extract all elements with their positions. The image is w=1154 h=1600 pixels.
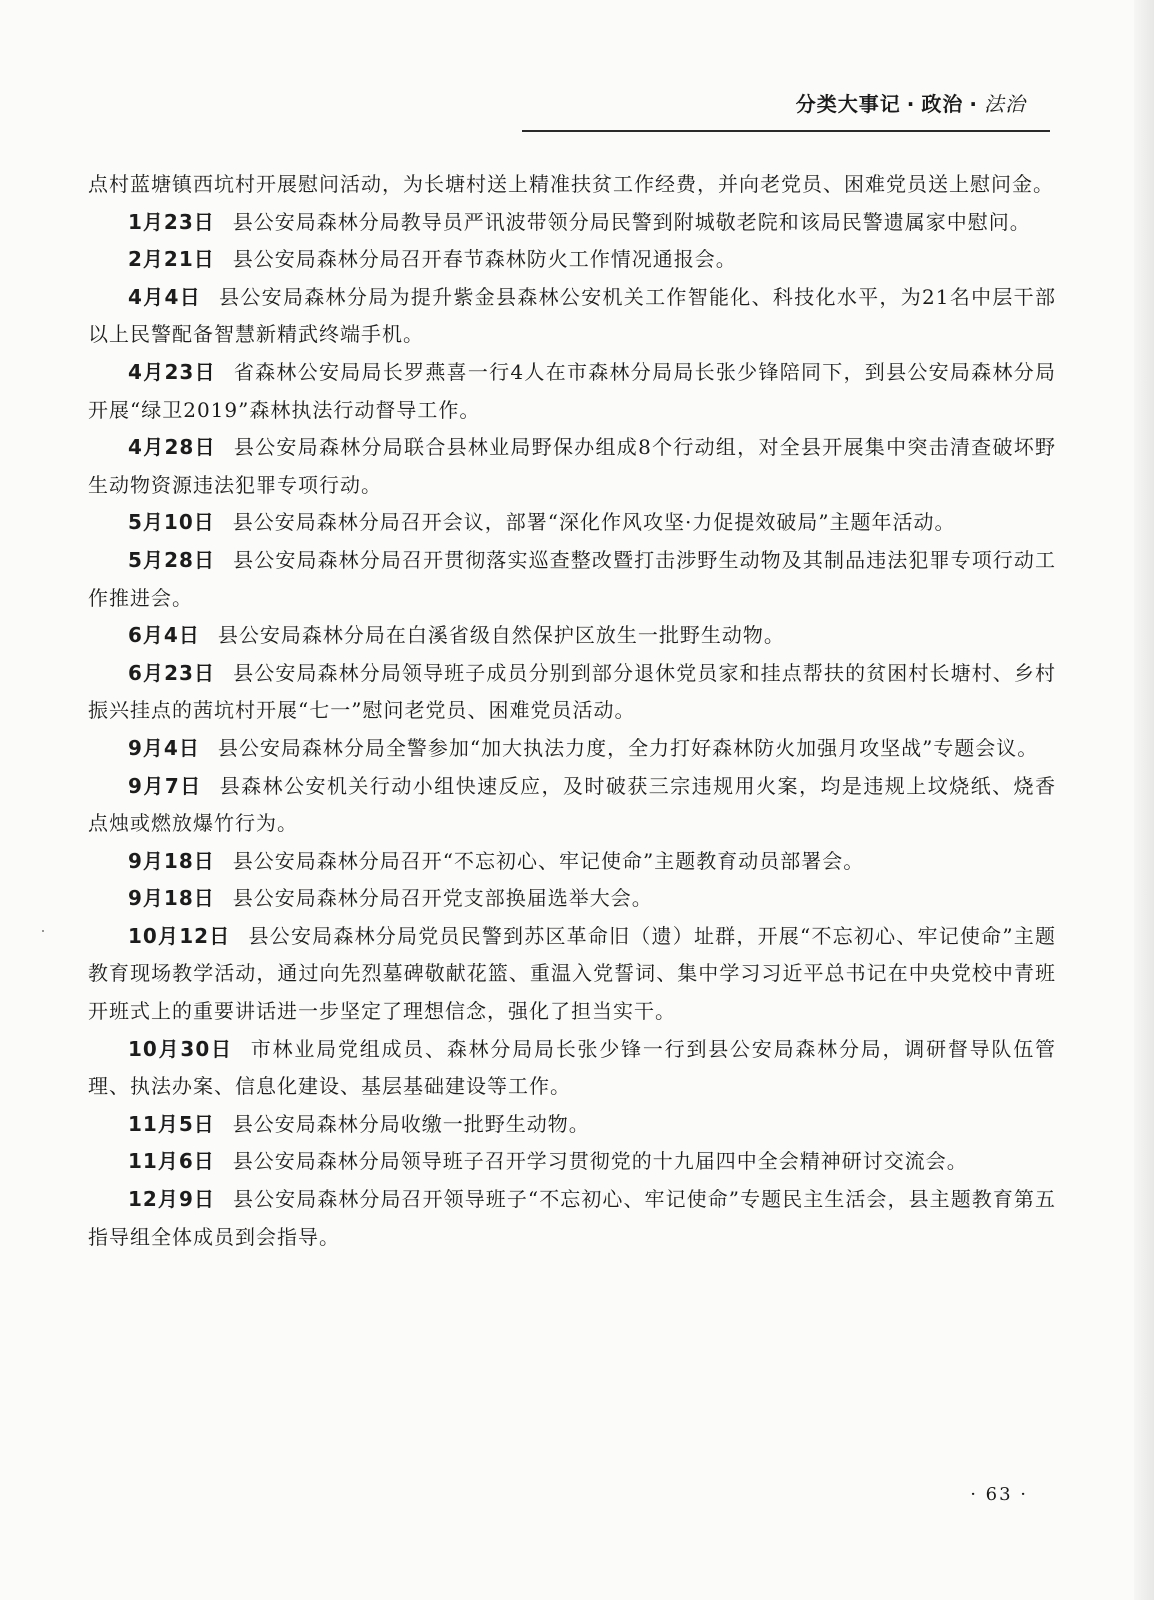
entry-date: 1月23日 [128,209,215,234]
chronicle-entry [88,768,1056,843]
entry-text: 县公安局森林分局召开贯彻落实巡查整改暨打击涉野生动物及其制品违法犯罪专项行动工作推进会。 [88,547,1057,610]
header-section-title: 分类大事记 [795,92,901,116]
chronicle-entry [88,354,1056,429]
header-separator: · [969,92,978,116]
chronicle-entry [88,429,1056,504]
page-edge-shadow [1134,0,1154,1600]
entry-text: 县公安局森林分局领导班子成员分别到部分退休党员家和挂点帮扶的贫困村长塘村、乡村振兴挂点的茜坑村开展“七一”慰问老党员、困难党员活动。 [88,660,1057,723]
entry-date: 9月18日 [128,848,215,873]
chronicle-entry [88,655,1056,730]
chronicle-entry [88,880,1056,918]
entry-date: 11月5日 [128,1111,215,1136]
entry-text: 点村蓝塘镇西坑村开展慰问活动，为长塘村送上精准扶贫工作经费，并向老党员、困难党员送上慰问金。 [88,172,1054,196]
entry-date: 4月4日 [128,284,202,309]
entry-text: 县公安局森林分局召开春节森林防火工作情况通报会。 [232,247,737,272]
entry-text: 县公安局森林分局教导员严讯波带领分局民警到附城敬老院和该局民警遗属家中慰问。 [232,209,1031,234]
entry-date: 9月18日 [128,886,215,911]
entry-date: 11月6日 [128,1149,215,1174]
entry-text: 县森林公安机关行动小组快速反应，及时破获三宗违规用火案，均是违规上坟烧纸、烧香点烛或燃放爆竹行为。 [88,773,1057,836]
chronicle-entry [88,504,1056,542]
entry-date: 5月28日 [128,547,216,572]
chronicle-body [88,166,1056,1256]
entry-date: 4月28日 [128,435,216,460]
entry-text: 省森林公安局局长罗燕喜一行4人在市森林分局局长张少锋陪同下，到县公安局森林分局开展“绿卫2019”森林执法行动督导工作。 [88,359,1057,422]
entry-text: 县公安局森林分局召开会议，部署“深化作风攻坚·力促提效破局”主题年活动。 [232,510,956,535]
chronicle-entry [88,1143,1056,1181]
chronicle-entry [88,241,1056,279]
entry-text: 县公安局森林分局召开党支部换届选举大会。 [232,886,653,911]
entry-text: 市林业局党组成员、森林分局局长张少锋一行到县公安局森林分局，调研督导队伍管理、执法办案、信息化建设、基层基础建设等工作。 [88,1036,1056,1099]
entry-date: 2月21日 [128,247,215,272]
entry-text: 县公安局森林分局为提升紫金县森林公安机关工作智能化、科技化水平，为21名中层干部以上民警配备智慧新精武终端手机。 [88,284,1056,347]
entry-date: 10月12日 [128,923,231,948]
entry-date: 12月9日 [128,1187,216,1212]
entry-date: 6月23日 [128,660,216,685]
entry-date: 10月30日 [128,1036,233,1061]
entry-date: 4月23日 [128,359,216,384]
entry-text: 县公安局森林分局收缴一批野生动物。 [232,1111,590,1136]
chronicle-entry [88,166,1056,204]
running-header [796,88,1026,117]
chronicle-entry [88,542,1056,617]
header-rule [522,130,1050,132]
chronicle-entry [88,918,1056,1031]
chronicle-entry [88,1106,1056,1144]
entry-text: 县公安局森林分局领导班子召开学习贯彻党的十九届四中全会精神研讨交流会。 [232,1149,968,1174]
header-category: 政治 [921,92,964,116]
chronicle-entry [88,730,1056,768]
page-number: · 63 · [970,1484,1028,1505]
header-separator: · [906,92,916,116]
entry-date: 5月10日 [128,510,215,535]
entry-text: 县公安局森林分局党员民警到苏区革命旧（遗）址群，开展“不忘初心、牢记使命”主题教育现场教学活动，通过向先烈墓碑敬献花篮、重温入党誓词、集中学习习近平总书记在中央党校中青班开班式上的重要讲话进一步坚定了理想信念，强化了担当实干。 [88,923,1056,1024]
entry-text: 县公安局森林分局在白溪省级自然保护区放生一批野生动物。 [217,623,785,648]
entry-text: 县公安局森林分局召开“不忘初心、牢记使命”主题教育动员部署会。 [232,848,865,873]
entry-text: 县公安局森林分局召开领导班子“不忘初心、牢记使命”专题民主生活会，县主题教育第五指导组全体成员到会指导。 [88,1187,1057,1249]
entry-date: 9月7日 [128,773,202,798]
chronicle-entry [88,204,1056,242]
entry-date: 9月4日 [128,735,200,760]
entry-text: 县公安局森林分局联合县林业局野保办组成8个行动组，对全县开展集中突击清查破坏野生动物资源违法犯罪专项行动。 [88,435,1057,497]
chronicle-entry [88,279,1056,354]
scan-speck [42,930,44,932]
header-subcategory: 法治 [984,92,1026,116]
chronicle-entry [88,843,1056,881]
chronicle-entry [88,617,1056,655]
chronicle-entry [88,1181,1056,1256]
entry-date: 6月4日 [128,623,200,648]
chronicle-entry [88,1031,1056,1106]
entry-text: 县公安局森林分局全警参加“加大执法力度，全力打好森林防火加强月攻坚战”专题会议。 [217,735,1039,760]
